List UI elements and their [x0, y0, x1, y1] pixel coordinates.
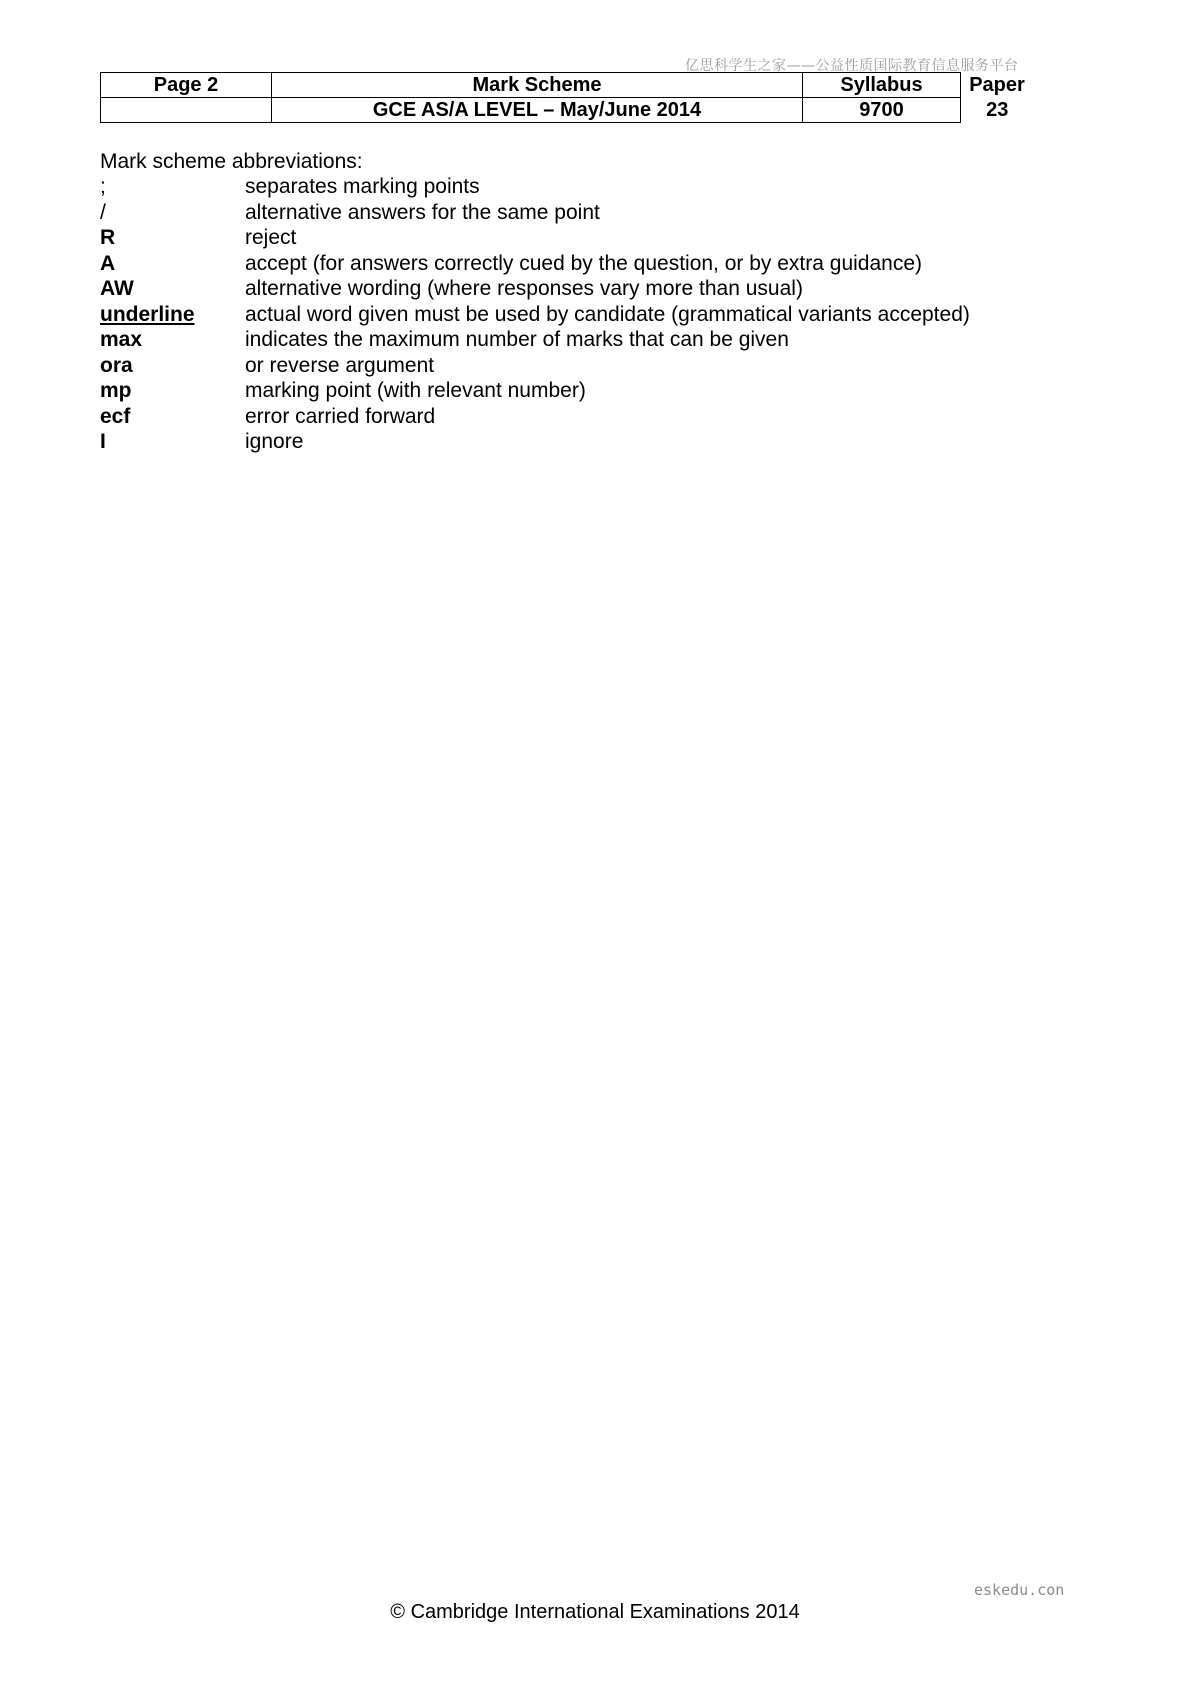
abbrev-definition: ignore — [245, 430, 304, 453]
abbrev-term: ; — [100, 175, 106, 198]
abbrev-definition: alternative answers for the same point — [245, 200, 600, 224]
abbrev-term: AW — [100, 277, 134, 300]
abbrev-definition: accept (for answers correctly cued by the question, or by extra guidance) — [245, 251, 923, 275]
abbrev-definition: separates marking points — [245, 175, 480, 198]
abbrev-item — [100, 251, 970, 277]
header-paper-number: 23 — [986, 99, 1009, 121]
abbrev-item — [100, 174, 970, 200]
abbrev-item — [100, 327, 970, 353]
header-mark-scheme: Mark Scheme — [272, 73, 803, 98]
abbrev-term: I — [100, 430, 106, 453]
abbrev-definition: marking point (with relevant number) — [245, 379, 586, 402]
abbrev-term: max — [100, 328, 143, 351]
abbrev-item — [100, 225, 970, 251]
header-row-1 — [101, 73, 1034, 98]
header-page: Page 2 — [101, 73, 272, 98]
watermark-top: 亿思科学生之家——公益性质国际教育信息服务平台 — [685, 58, 1019, 74]
header-exam-title: GCE AS/A LEVEL – May/June 2014 — [272, 98, 803, 123]
abbrev-definition: indicates the maximum number of marks that can be given — [245, 328, 789, 351]
footer-copyright — [0, 1601, 1190, 1624]
header-syllabus-label: Syllabus — [803, 73, 961, 98]
watermark-bottom: eskedu.con — [974, 1581, 1065, 1599]
header-page-blank — [101, 98, 272, 123]
header-paper-label: Paper — [969, 74, 1025, 96]
abbrev-term: A — [100, 251, 116, 275]
abbreviations-heading: Mark scheme abbreviations: — [100, 150, 363, 173]
abbrev-term: underline — [100, 302, 195, 326]
header-table — [100, 72, 1034, 123]
abbrev-definition: reject — [245, 226, 297, 249]
abbrev-item — [100, 200, 970, 226]
abbrev-definition: error carried forward — [245, 404, 436, 428]
abbrev-item — [100, 429, 970, 455]
abbrev-term: mp — [100, 379, 132, 402]
header-syllabus-code: 9700 — [803, 98, 961, 123]
abbrev-definition: alternative wording (where responses vary more than usual) — [245, 277, 803, 300]
abbreviations-list — [100, 174, 970, 455]
abbrev-term: ora — [100, 353, 133, 377]
abbrev-item — [100, 404, 970, 430]
abbrev-definition: or reverse argument — [245, 353, 435, 377]
abbrev-term: ecf — [100, 404, 131, 428]
abbrev-item — [100, 276, 970, 302]
abbrev-item — [100, 378, 970, 404]
footer-copyright-text: © Cambridge International Examinations 2014 — [390, 1601, 800, 1623]
abbrev-term: / — [100, 200, 106, 224]
abbrev-item — [100, 302, 970, 328]
abbrev-term: R — [100, 226, 116, 249]
abbrev-definition: actual word given must be used by candidate (grammatical variants accepted) — [245, 302, 970, 326]
abbrev-item — [100, 353, 970, 379]
header-row-2 — [101, 98, 1034, 123]
